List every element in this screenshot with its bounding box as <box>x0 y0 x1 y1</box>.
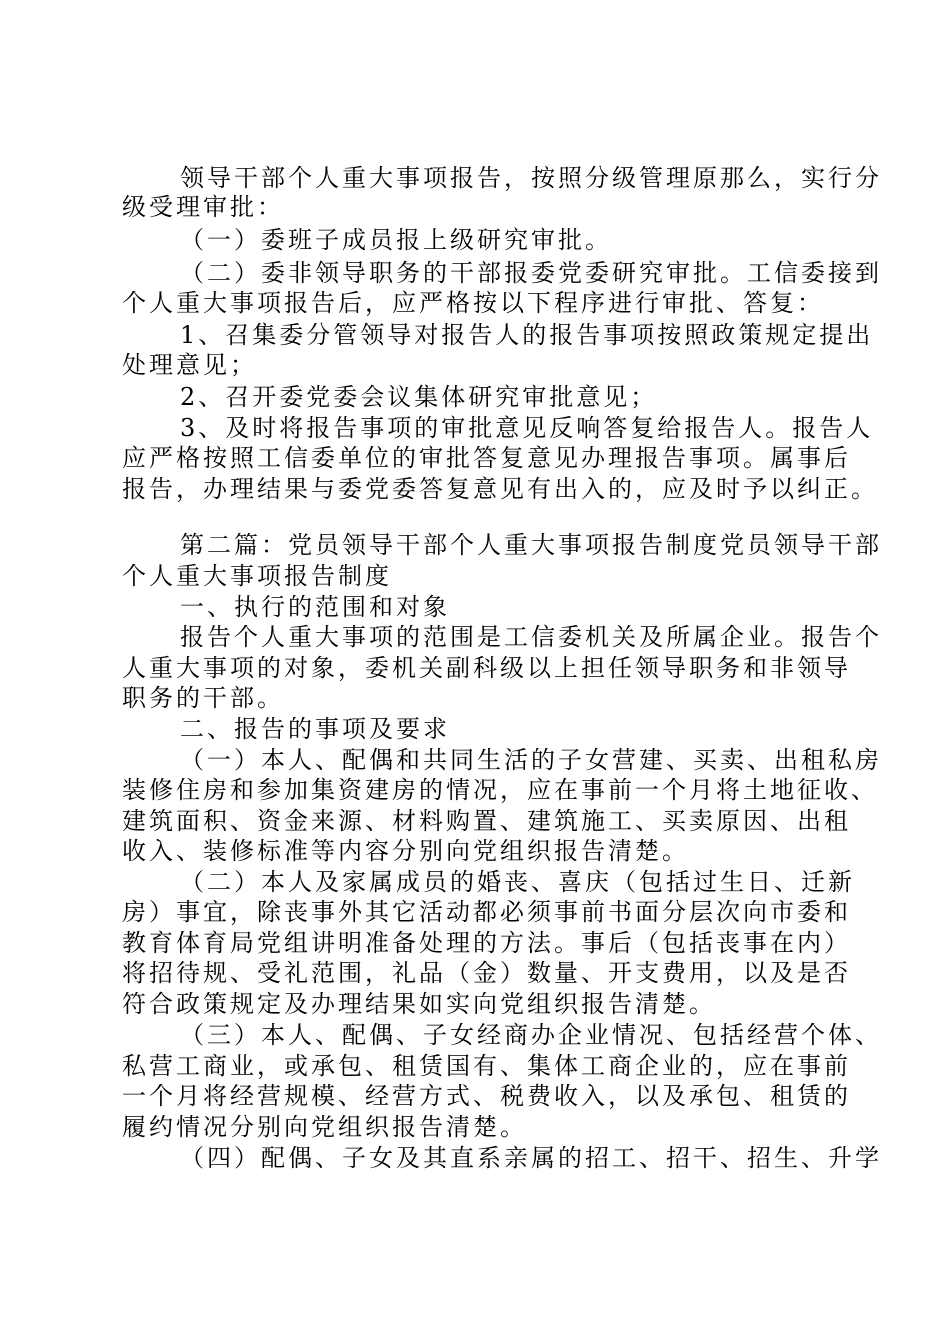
text-line: 职务的干部。 <box>122 684 284 712</box>
text-line: （一）本人、配偶和共同生活的子女营建、买卖、出租私房 <box>180 746 882 774</box>
text-line: 处理意见； <box>122 351 257 379</box>
text-line: （四）配偶、子女及其直系亲属的招工、招干、招生、升学 <box>180 1144 882 1172</box>
text-line: 符合政策规定及办理结果如实向党组织报告清楚。 <box>122 990 716 1018</box>
text-line: 收入、装修标准等内容分别向党组织报告清楚。 <box>122 837 689 865</box>
text-line: 人重大事项的对象，委机关副科级以上担任领导职务和非领导 <box>122 654 851 682</box>
text-line: 装修住房和参加集资建房的情况，应在事前一个月将土地征收、 <box>122 776 878 804</box>
text-line: （三）本人、配偶、子女经商办企业情况、包括经营个体、 <box>180 1021 882 1049</box>
text-line: 级受理审批： <box>122 193 284 221</box>
text-line: （二）委非领导职务的干部报委党委研究审批。工信委接到 <box>180 259 882 287</box>
text-line: 2、召开委党委会议集体研究审批意见； <box>180 383 658 411</box>
text-line: 教育体育局党组讲明准备处理的方法。事后（包括丧事在内） <box>122 929 851 957</box>
text-line: （二）本人及家属成员的婚丧、喜庆（包括过生日、迁新 <box>180 868 855 896</box>
text-line: 一、执行的范围和对象 <box>180 593 450 621</box>
text-line: 履约情况分别向党组织报告清楚。 <box>122 1113 527 1141</box>
text-line: 二、报告的事项及要求 <box>180 715 450 743</box>
text-line: 应严格按照工信委单位的审批答复意见办理报告事项。属事后 <box>122 444 851 472</box>
text-line: 1、召集委分管领导对报告人的报告事项按照政策规定提出 <box>180 321 874 349</box>
text-line: （一）委班子成员报上级研究审批。 <box>180 226 612 254</box>
text-line: 报告个人重大事项的范围是工信委机关及所属企业。报告个 <box>180 623 882 651</box>
text-line: 个人重大事项报告制度 <box>122 562 392 590</box>
text-line: 房）事宜，除丧事外其它活动都必须事前书面分层次向市委和 <box>122 898 851 926</box>
text-line: 领导干部个人重大事项报告，按照分级管理原那么，实行分 <box>180 164 882 192</box>
text-line: 第二篇：党员领导干部个人重大事项报告制度党员领导干部 <box>180 531 882 559</box>
text-line: 个人重大事项报告后，应严格按以下程序进行审批、答复： <box>122 289 824 317</box>
text-line: 私营工商业，或承包、租赁国有、集体工商企业的，应在事前 <box>122 1052 851 1080</box>
text-line: 一个月将经营规模、经营方式、税费收入，以及承包、租赁的 <box>122 1082 851 1110</box>
text-line: 3、及时将报告事项的审批意见反响答复给报告人。报告人 <box>180 414 874 442</box>
text-line: 将招待规、受礼范围，礼品（金）数量、开支费用，以及是否 <box>122 959 851 987</box>
text-line: 报告，办理结果与委党委答复意见有出入的，应及时予以纠正。 <box>122 475 878 503</box>
text-line: 建筑面积、资金来源、材料购置、建筑施工、买卖原因、出租 <box>122 807 851 835</box>
